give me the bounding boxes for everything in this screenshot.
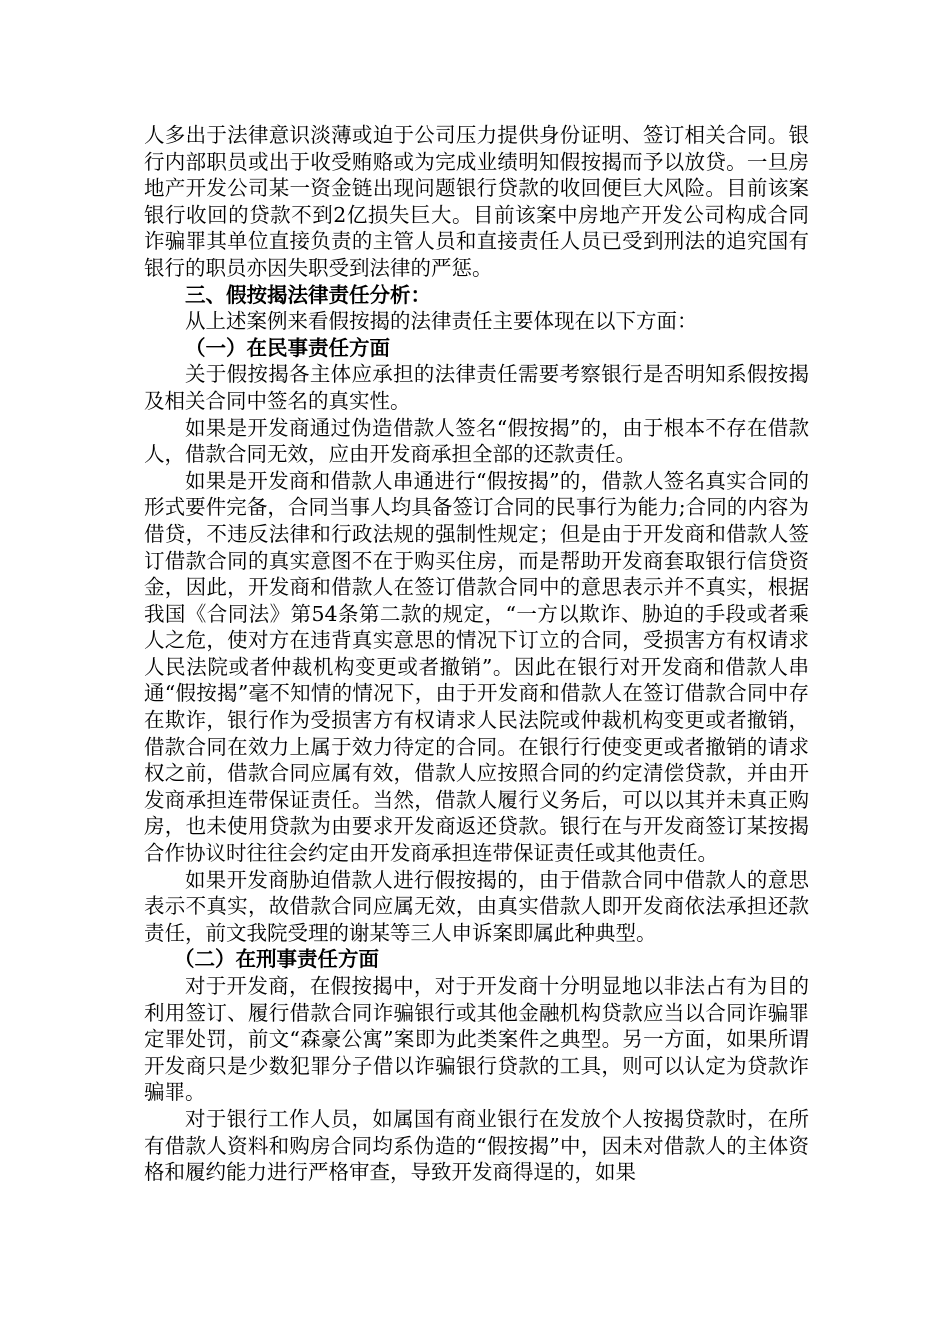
section-heading-legal-liability: 三、假按揭法律责任分析： [185, 282, 431, 307]
subheading-criminal-liability: （二）在刑事责任方面 [174, 947, 379, 972]
paragraph-continuation: 人多出于法律意识淡薄或迫于公司压力提供身份证明、签订相关合同。银行内部职员或出于收受贿赂或为完成业绩明知假按揭而予以放贷。一旦房地产开发公司某一资金链出现问题银行贷款的收回便巨大风险。目前该案银行收回的贷款不到2亿损失巨大。目前该案中房地产开发公司构成合同诈骗罪其单位直接负责的主管人员和直接责任人员已受到刑法的追究国有银行的职员亦因失职受到法律的严惩。 [144, 123, 809, 280]
document-page [144, 122, 809, 1186]
subheading-civil-liability: （一）在民事责任方面 [185, 335, 390, 360]
paragraph-civil-overview: 关于假按揭各主体应承担的法律责任需要考察银行是否明知系假按揭及相关合同中签名的真实性。 [144, 362, 809, 413]
paragraph-intro: 从上述案例来看假按揭的法律责任主要体现在以下方面： [185, 309, 698, 334]
paragraph-forged-signature: 如果是开发商通过伪造借款人签名“假按揭”的，由于根本不存在借款人，借款合同无效，应由开发商承担全部的还款责任。 [144, 415, 809, 467]
paragraph-collusion: 如果是开发商和借款人串通进行“假按揭”的，借款人签名真实合同的形式要件完备，合同当事人均具备签订合同的民事行为能力;合同的内容为借贷，不违反法律和行政法规的强制性规定；但是由于开发商和借款人签订借款合同的真实意图不在于购买住房，而是帮助开发商套取银行信贷资金，因此，开发商和借款人在签订借款合同中的意思表示并不真实，根据我国《合同法》第54条第二款的规定，“一方以欺诈、胁迫的手段或者乘人之危，使对方在违背真实意思的情况下订立的合同，受损害方有权请求人民法院或者仲裁机构变更或者撤销”。因此在银行对开发商和借款人串通“假按揭”毫不知情的情况下，由于开发商和借款人在签订借款合同中存在欺诈，银行作为受损害方有权请求人民法院或仲裁机构变更或者撤销，借款合同在效力上属于效力待定的合同。在银行行使变更或者撤销的请求权之前，借款合同应属有效，借款人应按照合同的约定清偿贷款，并由开发商承担连带保证责任。当然，借款人履行义务后，可以以其并未真正购房，也未使用贷款为由要求开发商返还贷款。银行在与开发商签订某按揭合作协议时往往会约定由开发商承担连带保证责任或其他责任。 [144, 468, 809, 866]
paragraph-coercion: 如果开发商胁迫借款人进行假按揭的，由于借款合同中借款人的意思表示不真实，故借款合同应属无效，由真实借款人即开发商依法承担还款责任，前文我院受理的谢某等三人申诉案即属此种典型。 [144, 867, 809, 945]
paragraph-developer-criminal: 对于开发商，在假按揭中，对于开发商十分明显地以非法占有为目的利用签订、履行借款合同诈骗银行或其他金融机构贷款应当以合同诈骗罪定罪处罚，前文“森豪公寓”案即为此类案件之典型。另一方面，如果所谓开发商只是少数犯罪分子借以诈骗银行贷款的工具，则可以认定为贷款诈骗罪。 [144, 974, 809, 1105]
paragraph-bank-staff: 对于银行工作人员，如属国有商业银行在发放个人按揭贷款时，在所有借款人资料和购房合同均系伪造的“假按揭”中，因未对借款人的主体资格和履约能力进行严格审查，导致开发商得逞的，如果 [144, 1106, 809, 1185]
